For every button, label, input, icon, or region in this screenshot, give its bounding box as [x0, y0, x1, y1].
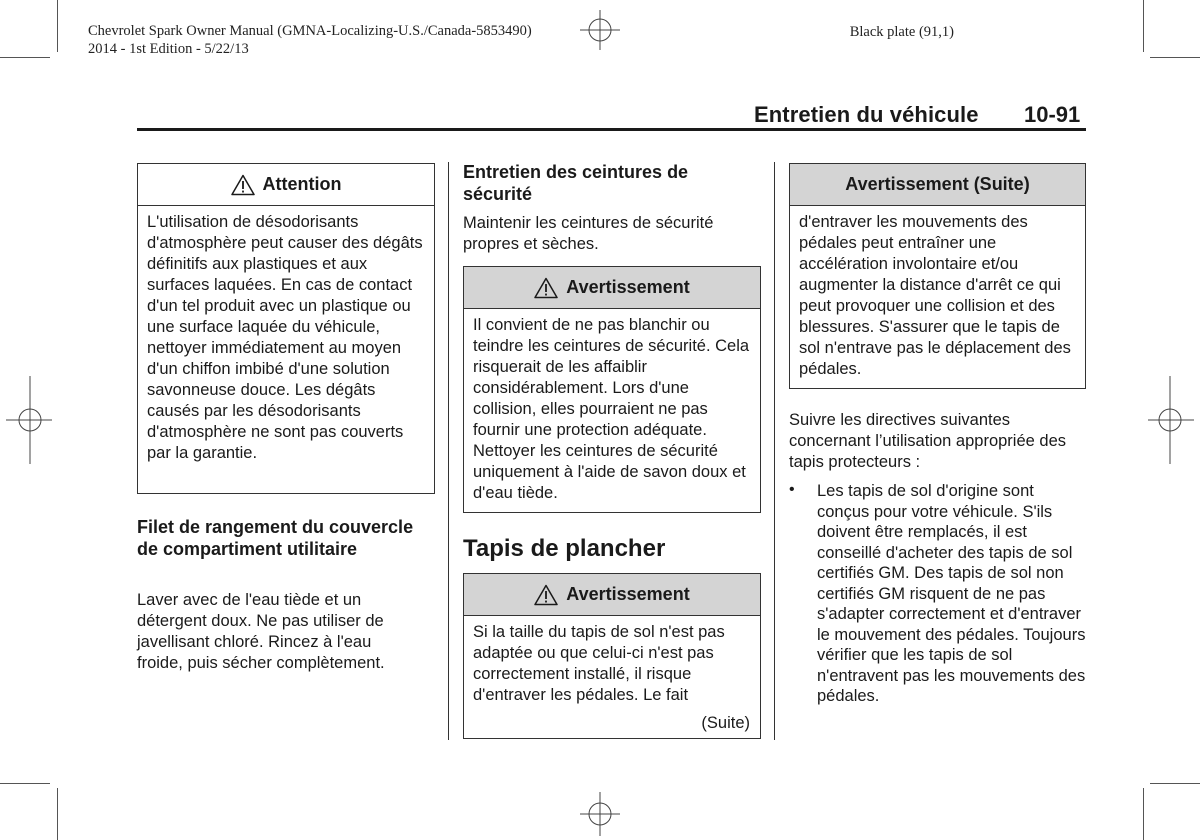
- registration-mark-bottom-icon: [576, 790, 624, 838]
- column-separator-1: [448, 162, 449, 740]
- warning-belts-title: Avertissement: [566, 277, 690, 297]
- warning-box-mats: [463, 573, 761, 739]
- caution-title: Attention: [262, 174, 342, 194]
- mats-intro: Suivre les directives suivantes concernant l’utilisation appropriée des tapis protecteurs :: [789, 411, 1067, 471]
- caution-box: [137, 163, 435, 494]
- column-separator-2: [774, 162, 775, 740]
- warning-box-belts: [463, 266, 761, 513]
- warning-triangle-icon: [534, 584, 558, 606]
- crop-mark-tl-v: [57, 0, 58, 52]
- print-header-info: [88, 22, 532, 58]
- print-header-line2: 2014 - 1st Edition - 5/22/13: [88, 41, 249, 57]
- print-header-line1: Chevrolet Spark Owner Manual (GMNA-Localizing-U.S./Canada-5853490): [88, 23, 532, 39]
- warning-continued-body: d'entraver les mouvements des pédales peut entraîner une accélération involontaire et/ou augmenter la distance d'arrêt ce qui peut provoquer une collision et des blessures. S'assurer que le tapis de sol n'entrave pas le déplacement des pédales.: [799, 213, 1071, 378]
- registration-mark-right-icon: [1148, 374, 1196, 466]
- continued-label: (Suite): [701, 714, 750, 732]
- warning-triangle-icon: [231, 174, 255, 196]
- crop-mark-bl-v: [57, 788, 58, 840]
- warning-box-mats-header: [464, 574, 760, 616]
- list-item: [789, 481, 1087, 707]
- bullet-icon: •: [789, 481, 795, 498]
- caution-box-header: [138, 164, 434, 206]
- warning-box-continued: [789, 163, 1086, 389]
- crop-mark-br-v: [1143, 788, 1144, 840]
- header-rule: [137, 128, 1086, 131]
- warning-triangle-icon: [534, 277, 558, 299]
- registration-mark-left-icon: [4, 374, 52, 466]
- warning-belts-body: Il convient de ne pas blanchir ou teindre les ceintures de sécurité. Cela risquerait de les affaiblir considérablement. Lors d'une collision, elles pourraient ne pas fournir une protection adéquate. Nettoyer les ceintures de sécurité uniquement à l'aide de savon doux et d'eau tiède.: [473, 316, 750, 502]
- section-title: Entretien du véhicule: [754, 102, 979, 127]
- belts-paragraph: Maintenir les ceintures de sécurité propres et sèches.: [463, 214, 714, 253]
- mats-heading: Tapis de plancher: [463, 535, 666, 562]
- registration-mark-top-icon: [576, 8, 624, 52]
- warning-mats-body: Si la taille du tapis de sol n'est pas adaptée ou que celui-ci n'est pas correctement installé, il risque d'entraver les pédales. Le fait: [473, 623, 725, 704]
- warning-mats-title: Avertissement: [566, 584, 690, 604]
- crop-mark-br-h: [1150, 783, 1200, 784]
- warning-continued-header: [790, 164, 1085, 206]
- filet-paragraph: Laver avec de l'eau tiède et un détergent doux. Ne pas utiliser de javellisant chloré. Rincez à l'eau froide, puis sécher complètement.: [137, 591, 385, 672]
- filet-heading: Filet de rangement du couvercle de compartiment utilitaire: [137, 517, 414, 559]
- crop-mark-tr-h: [1150, 57, 1200, 58]
- page-number: 10-91: [1024, 102, 1081, 127]
- warning-continued-title: Avertissement (Suite): [845, 174, 1030, 194]
- warning-box-belts-header: [464, 267, 760, 309]
- belts-heading: Entretien des ceintures de sécurité: [463, 162, 689, 204]
- bullet-text: Les tapis de sol d'origine sont conçus pour votre véhicule. S'ils doivent être remplacés, il est conseillé d'acheter des tapis de sol certifiés GM. Des tapis de sol non certifiés GM risquent de ne pas s'adapter correctement et d'entraver le mouvement des pédales. Toujours vérifier que les tapis de sol n'entravent pas les mouvements des pédales.: [817, 482, 1086, 705]
- caution-body: L'utilisation de désodorisants d'atmosphère peut causer des dégâts définitifs aux plastiques et aux surfaces laquées. En cas de contact d'un tel produit avec un plastique ou une surface laquée du véhicule, nettoyer immédiatement au moyen d'un chiffon imbibé d'une solution savonneuse douce. Les dégâts causés par les désodorisants d'atmosphère ne sont pas couverts par la garantie.: [147, 213, 423, 462]
- crop-mark-tl-h: [0, 57, 50, 58]
- plate-label: Black plate (91,1): [849, 24, 954, 40]
- crop-mark-tr-v: [1143, 0, 1144, 52]
- crop-mark-bl-h: [0, 783, 50, 784]
